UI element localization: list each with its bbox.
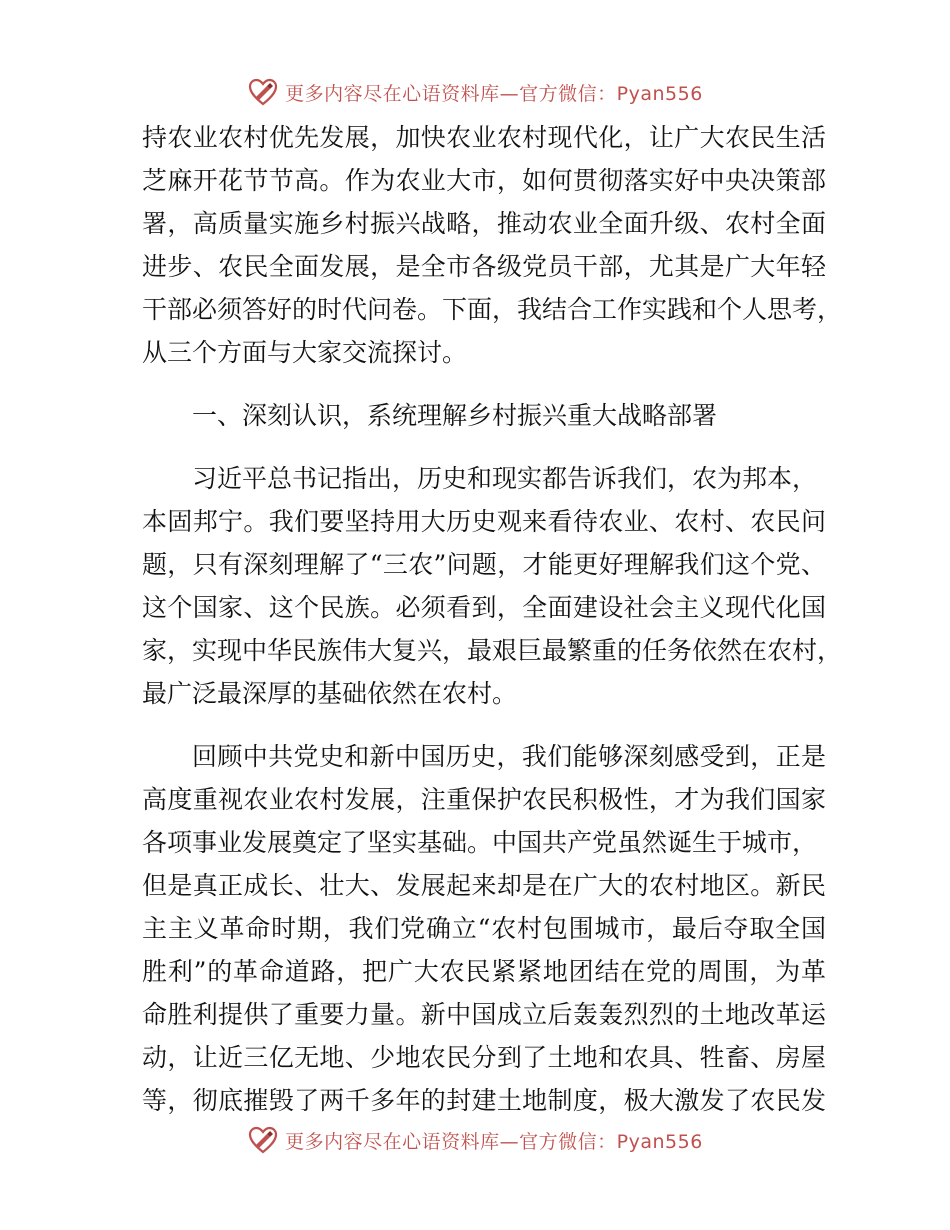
heading-text: 一、深刻认识，系统理解乡村振兴重大战略部署 [192,401,718,430]
watermark-text: 更多内容尽在心语资料库—官方微信：Pyan556 [285,82,703,105]
text-line: 主主义革命时期，我们党确立“农村包围城市，最后夺取全国 [142,914,826,943]
text-line: 胜利”的革命道路，把广大农民紧紧地团结在党的周围，为革 [142,957,826,986]
text-line: 但是真正成长、壮大、发展起来却是在广大的农村地区。新民 [142,871,826,900]
text-line: 各项事业发展奠定了坚实基础。中国共产党虽然诞生于城市， [142,828,818,857]
text-line: 家，实现中华民族伟大复兴，最艰巨最繁重的任务依然在农村， [142,636,843,665]
text-line: 持农业农村优先发展，加快农业农村现代化，让广大农民生活 [142,123,826,152]
text-line: 题，只有深刻理解了“三农”问题，才能更好理解我们这个党、 [142,550,826,579]
heart-logo-icon [247,76,279,108]
watermark-text: 更多内容尽在心语资料库—官方微信：Pyan556 [285,1130,703,1153]
text-line: 署，高质量实施乡村振兴战略，推动农业全面升级、农村全面 [142,209,826,238]
document-body [142,116,843,1122]
text-line: 动，让近三亿无地、少地农民分到了土地和农具、牲畜、房屋 [142,1043,826,1072]
text-line: 等，彻底摧毁了两千多年的封建土地制度，极大激发了农民发 [142,1086,826,1115]
text-line: 干部必须答好的时代问卷。下面，我结合工作实践和个人思考， [142,295,843,324]
heart-logo-icon [247,1124,279,1156]
footer-watermark [0,1120,950,1160]
header-watermark [0,72,950,112]
text-line: 这个国家、这个民族。必须看到，全面建设社会主义现代化国 [142,593,826,622]
text-line: 本固邦宁。我们要坚持用大历史观来看待农业、农村、农民问 [142,507,826,536]
paragraph-review [142,735,826,1122]
text-line: 芝麻开花节节高。作为农业大市，如何贯彻落实好中央决策部 [142,166,826,195]
text-line: 从三个方面与大家交流探讨。 [142,338,468,367]
text-line: 高度重视农业农村发展，注重保护农民积极性，才为我们国家 [142,785,826,814]
section-heading [142,394,826,437]
text-line: 习近平总书记指出，历史和现实都告诉我们，农为邦本， [192,464,818,493]
text-line: 命胜利提供了重要力量。新中国成立后轰轰烈烈的土地改革运 [142,1000,826,1029]
text-line: 最广泛最深厚的基础依然在农村。 [142,679,518,708]
text-line: 进步、农民全面发展，是全市各级党员干部，尤其是广大年轻 [142,252,826,281]
paragraph-history [142,457,843,715]
paragraph-intro [142,116,843,374]
text-line: 回顾中共党史和新中国历史，我们能够深刻感受到，正是 [192,742,826,771]
